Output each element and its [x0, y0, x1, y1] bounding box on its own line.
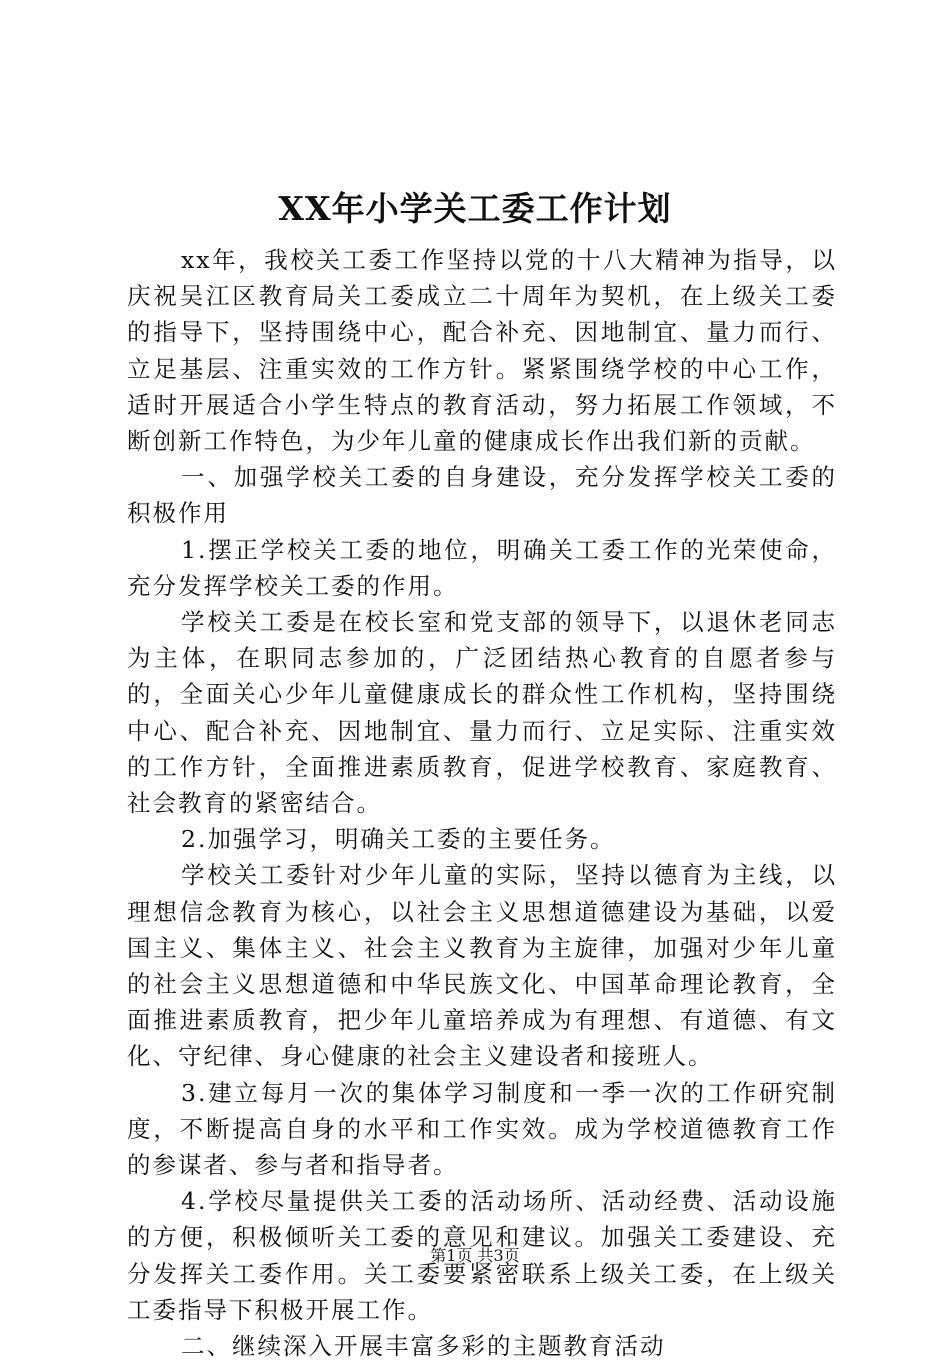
paragraph-item-2-detail: 学校关工委针对少年儿童的实际，坚持以德育为主线，以理想信念教育为核心，以社会主义思想道德建设为基础，以爱国主义、集体主义、社会主义教育为主旋律，加强对少年儿童的社会主义思想道德和中华民族文化、中国革命理论教育，全面推进素质教育，把少年儿童培养成为有理想、有道德、有文化、守纪律、身心健康的社会主义建设者和接班人。: [127, 861, 837, 1071]
paragraph-intro: xx年，我校关工委工作坚持以党的十八大精神为指导，以庆祝吴江区教育局关工委成立二十周年为契机，在上级关工委的指导下，坚持围绕中心，配合补充、因地制宜、量力而行、立足基层、注重实效的工作方针。紧紧围绕学校的中心工作，适时开展适合小学生特点的教育活动，努力拓展工作领域，不断创新工作特色，为少年儿童的健康成长作出我们新的贡献。: [127, 246, 837, 456]
paragraph-section-1-heading: 一、加强学校关工委的自身建设，充分发挥学校关工委的积极作用: [127, 463, 837, 528]
paragraph-item-1-detail: 学校关工委是在校长室和党支部的领导下，以退休老同志为主体，在职同志参加的，广泛团结热心教育的自愿者参与的，全面关心少年儿童健康成长的群众性工作机构，坚持围绕中心、配合补充、因地制宜、量力而行、立足实际、注重实效的工作方针，全面推进素质教育，促进学校教育、家庭教育、社会教育的紧密结合。: [127, 608, 837, 818]
paragraph-item-2: 2.加强学习，明确关工委的主要任务。: [181, 825, 616, 854]
paragraph-item-3: 3.建立每月一次的集体学习制度和一季一次的工作研究制度，不断提高自身的水平和工作实效。成为学校道德教育工作的参谋者、参与者和指导者。: [127, 1078, 837, 1180]
paragraph-item-1: 1.摆正学校关工委的地位，明确关工委工作的光荣使命，充分发挥学校关工委的作用。: [127, 535, 837, 600]
document-body: [127, 242, 837, 1364]
document-title: XX年小学关工委工作计划: [278, 189, 672, 228]
paragraph-section-2-heading: 二、继续深入开展丰富多彩的主题教育活动: [181, 1332, 666, 1361]
page-footer: 第1页 共3页: [430, 1246, 520, 1265]
paragraph-item-4: 4.学校尽量提供关工委的活动场所、活动经费、活动设施的方便，积极倾听关工委的意见和建议。加强关工委建设、充分发挥关工委作用。关工委要紧密联系上级关工委，在上级关工委指导下积极开展工作。: [127, 1187, 837, 1324]
